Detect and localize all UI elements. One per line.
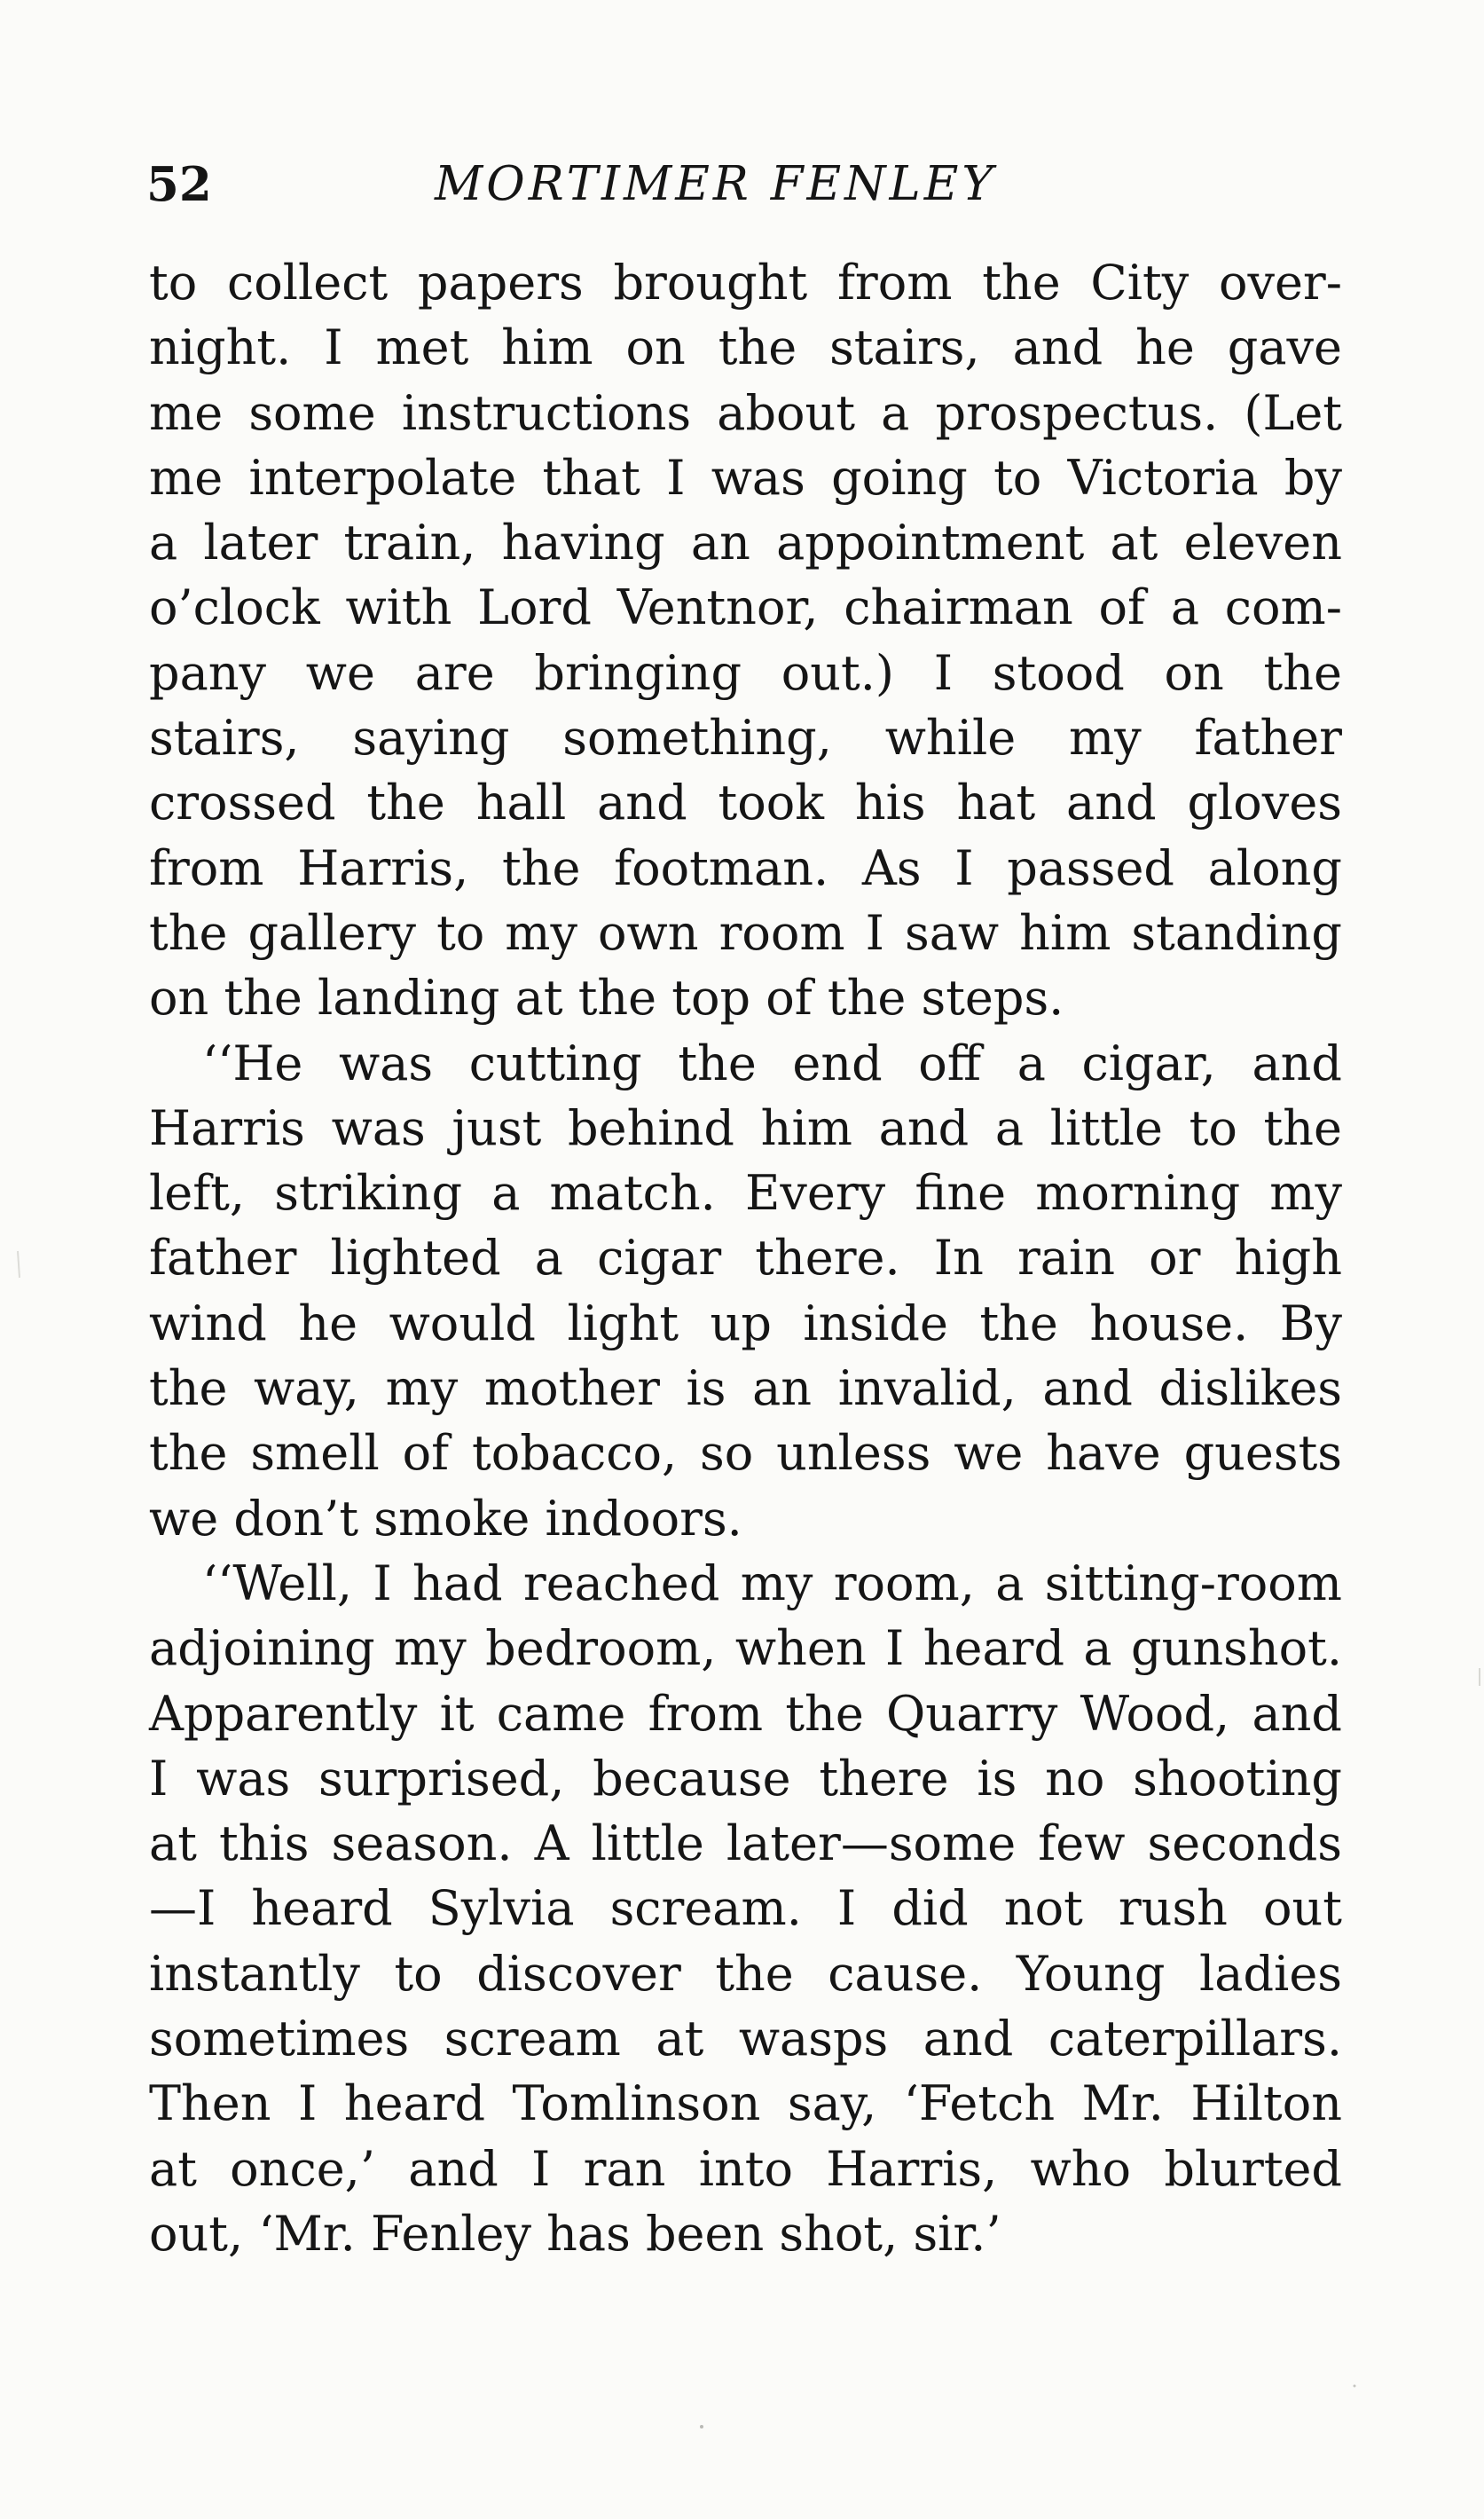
text-line: wind he would light up inside the house. By [149,1295,1342,1351]
text-line: —I heard Sylvia scream. I did not rush out [149,1880,1342,1937]
text-line: adjoining my bedroom, when I heard a gunshot. [149,1620,1342,1677]
paragraph [149,1031,1342,1551]
text-line: father lighted a cigar there. In rain or high [149,1230,1342,1287]
text-line: pany we are bringing out.) I stood on the [149,644,1342,701]
text-line: the smell of tobacco, so unless we have guests [149,1425,1342,1482]
paragraph [149,250,1342,1031]
text-line: from Harris, the footman. As I passed along [149,839,1342,896]
text-line: me some instructions about a prospectus. (Let [149,384,1342,441]
page-header [146,149,1339,220]
text-line: left, striking a match. Every fine morning my [149,1165,1342,1222]
text-line: ‘‘He was cutting the end off a cigar, and [202,1035,1342,1091]
page-number: 52 [146,157,212,212]
page-edge-mark [18,1251,20,1278]
text-line: we don’t smoke indoors. [149,1490,742,1547]
paragraph [149,1551,1342,2266]
text-line: out, ‘Mr. Fenley has been shot, sir.’ [149,2205,1001,2262]
text-line: crossed the hall and took his hat and gloves [149,775,1342,831]
text-line: Apparently it came from the Quarry Wood, and [149,1685,1342,1742]
text-line: instantly to discover the cause. Young ladies [149,1945,1342,2002]
text-line: stairs, saying something, while my father [149,710,1342,767]
text-line: at this season. A little later—some few seconds [149,1815,1342,1872]
text-line: the way, my mother is an invalid, and dislikes [149,1360,1342,1417]
running-head: MORTIMER FENLEY [435,157,997,211]
text-line: at once,’ and I ran into Harris, who blurted [149,2140,1342,2197]
text-line: a later train, having an appointment at eleven [149,515,1342,571]
text-line: Then I heard Tomlinson say, ‘Fetch Mr. Hilton [149,2075,1342,2132]
text-line: Harris was just behind him and a little to the [149,1099,1342,1156]
text-line: to collect papers brought from the City over- [149,255,1342,311]
text-line: night. I met him on the stairs, and he gave [149,319,1342,376]
text-line: o’clock with Lord Ventnor, chairman of a com- [149,579,1342,636]
paper-speck [700,2425,703,2428]
text-line: me interpolate that I was going to Victoria by [149,449,1342,506]
body-text [149,250,1342,2266]
text-line: ‘‘Well, I had reached my room, a sitting-room [202,1555,1342,1611]
text-line: the gallery to my own room I saw him standing [149,904,1342,961]
text-line: on the landing at the top of the steps. [149,970,1064,1027]
text-line: sometimes scream at wasps and caterpillars. [149,2011,1342,2067]
text-line: I was surprised, because there is no shooting [149,1750,1342,1807]
paper-speck [1354,2385,1356,2388]
